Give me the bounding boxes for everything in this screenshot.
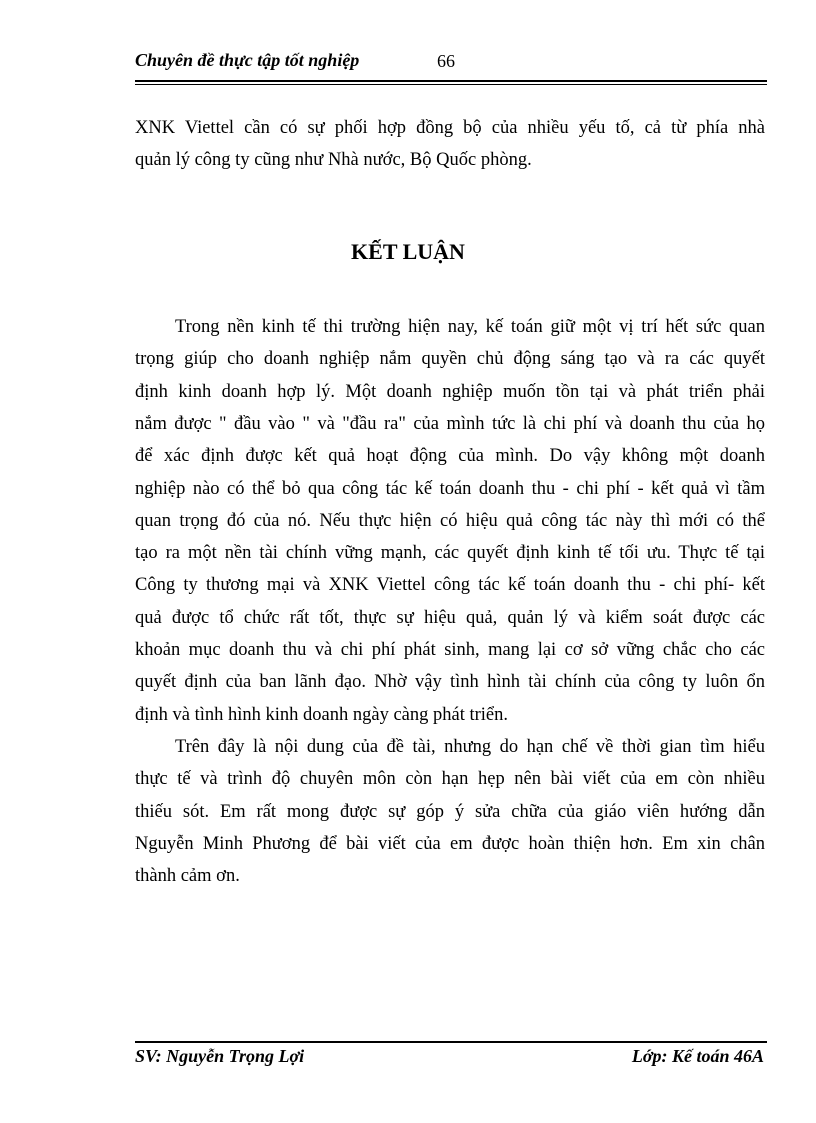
paragraph-line: để xác định được kết quả hoạt động của mình. Do vậy không một doanh: [135, 446, 765, 467]
paragraph-line: nắm được " đầu vào " và "đầu ra" của mình tức là chi phí và doanh thu của họ: [135, 413, 765, 434]
footer-class: Lớp: Kế toán 46A: [631, 1046, 764, 1066]
paragraph-line: quan trọng đó của nó. Nếu thực hiện có hiệu quả công tác này thì mới có thể: [135, 510, 765, 531]
paragraph-line: tạo ra một nền tài chính vững mạnh, các quyết định kinh tế tối ưu. Thực tế tại: [135, 543, 765, 564]
paragraph-line: thành cảm ơn.: [135, 866, 240, 887]
header-rule: [135, 80, 767, 85]
paragraph-line: thực tế và trình độ chuyên môn còn hạn hẹp nên bài viết của em còn nhiều: [135, 769, 765, 790]
paragraph-line: quả được tổ chức rất tốt, thực sự hiệu quả, quản lý và kiểm soát được các: [135, 607, 765, 628]
intro-line: XNK Viettel cần có sự phối hợp đồng bộ của nhiều yếu tố, cả từ phía nhà: [135, 118, 765, 138]
paragraph-line: Nguyễn Minh Phương để bài viết của em được hoàn thiện hơn. Em xin chân: [135, 833, 765, 854]
paragraph-line: Trên đây là nội dung của đề tài, nhưng do hạn chế về thời gian tìm hiểu: [175, 737, 765, 757]
paragraph-line: nghiệp nào có thể bỏ qua công tác kế toán doanh thu - chi phí - kết quả vì tầm: [135, 478, 765, 499]
paragraph-line: thiếu sót. Em rất mong được sự góp ý sửa chữa của giáo viên hướng dẫn: [135, 801, 765, 822]
page-number: 66: [437, 51, 455, 71]
paragraph-line: khoản mục doanh thu và chi phí phát sinh, mang lại cơ sở vững chắc cho các: [135, 640, 765, 660]
paragraph-line: Trong nền kinh tế thi trường hiện nay, kế toán giữ một vị trí hết sức quan: [175, 317, 765, 337]
header-title: Chuyên đề thực tập tốt nghiệp: [135, 50, 360, 70]
paragraph-line: định và tình hình kinh doanh ngày càng phát triển.: [135, 704, 509, 725]
paragraph-line: trọng giúp cho doanh nghiệp nắm quyền chủ động sáng tạo và ra các quyết: [135, 349, 765, 370]
paragraph-line: định kinh doanh hợp lý. Một doanh nghiệp muốn tồn tại và phát triển phải: [135, 381, 765, 402]
paragraph-line: Công ty thương mại và XNK Viettel công tác kế toán doanh thu - chi phí- kết: [135, 575, 765, 596]
paragraph-line: quyết định của ban lãnh đạo. Nhờ vậy tình hình tài chính của công ty luôn ổn: [135, 672, 765, 693]
footer-rule: [135, 1041, 767, 1043]
intro-line: quản lý công ty cũng như Nhà nước, Bộ Quốc phòng.: [135, 150, 532, 170]
section-title: KẾT LUẬN: [351, 239, 465, 264]
footer-student: SV: Nguyễn Trọng Lợi: [135, 1046, 305, 1066]
